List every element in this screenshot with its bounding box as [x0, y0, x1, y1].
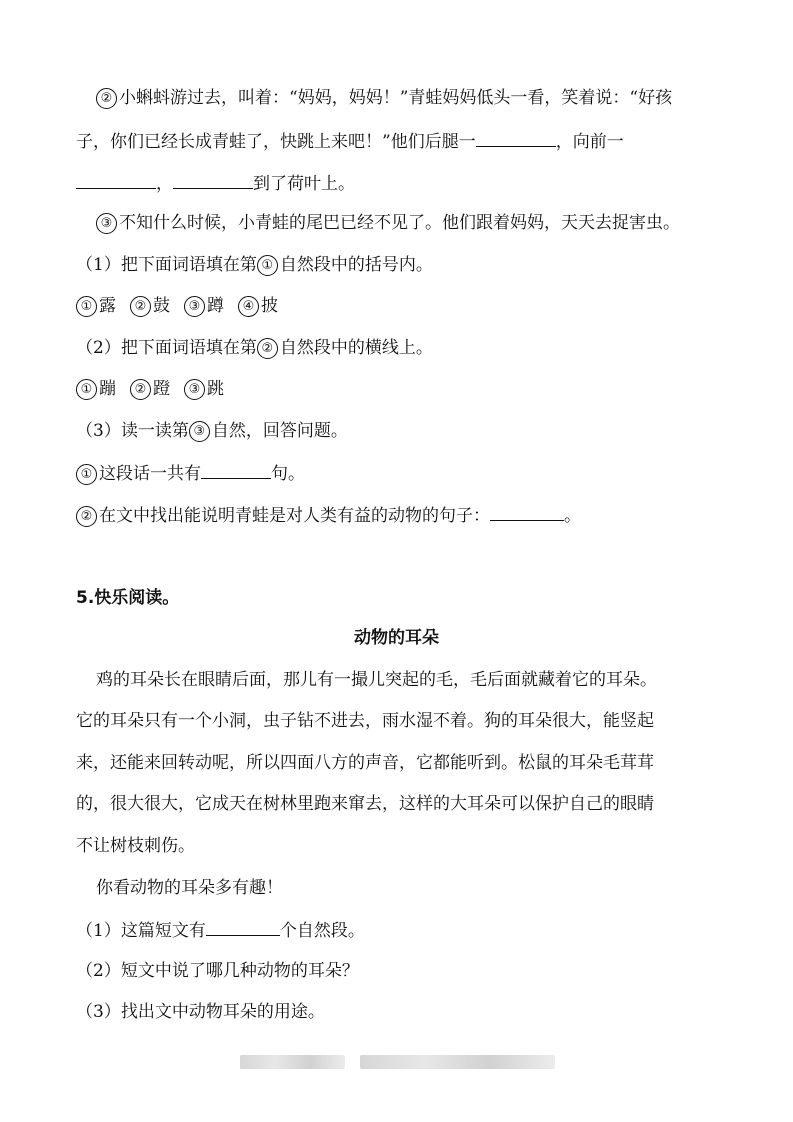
question-3-sub-2: ② 在文中找出能说明青蛙是对人类有益的动物的句子： 。 [76, 502, 733, 528]
passage-line: 的，很大很大，它成天在树林里跑来窜去，这样的大耳朵可以保护自己的眼睛 [76, 794, 654, 814]
fill-blank[interactable] [476, 128, 556, 147]
section5-question-2: （2）短文中说了哪几种动物的耳朵？ [76, 961, 359, 981]
option-item: ④ 披 [238, 294, 278, 318]
circled-number: ③ [189, 421, 210, 442]
paragraph-2-line-3: ， 到了荷叶上。 [76, 170, 733, 196]
circled-number: ② [257, 338, 278, 359]
question-3: （3）读一读第 ③ 自然，回答问题。 [76, 421, 348, 441]
question-2: （2）把下面词语填在第 ② 自然段中的横线上。 [76, 338, 433, 358]
fill-blank[interactable] [201, 460, 271, 479]
option-item: ③ 蹲 [184, 294, 224, 318]
circled-number: ③ [96, 213, 117, 234]
fill-blank[interactable] [76, 170, 156, 189]
circled-number: ① [257, 255, 278, 276]
question-2-options [76, 377, 733, 401]
fill-blank[interactable] [173, 170, 253, 189]
option-item: ① 蹦 [76, 377, 116, 401]
question-3-sub-1: ① 这段话一共有 句。 [76, 460, 733, 486]
passage-line: 鸡的耳朵长在眼睛后面，那儿有一撮儿突起的毛，毛后面就藏着它的耳朵。 [96, 670, 657, 690]
watermark-blur [360, 1055, 555, 1069]
paragraph-3: ③ 不知什么时候，小青蛙的尾巴已经不见了。他们跟着妈妈，天天去捉害虫。 [96, 211, 733, 235]
fill-blank[interactable] [206, 917, 280, 936]
question-1: （1）把下面词语填在第 ① 自然段中的括号内。 [76, 255, 433, 275]
paragraph-2-line-1: ② 小蝌蚪游过去，叫着：“妈妈，妈妈！”青蛙妈妈低头一看，笑着说：“好孩 [96, 86, 733, 110]
passage-line: 它的耳朵只有一个小洞，虫子钻不进去，雨水湿不着。狗的耳朵很大，能竖起 [76, 711, 654, 731]
passage-title: 动物的耳朵 [354, 628, 439, 648]
section5-question-3: （3）找出文中动物耳朵的用途。 [76, 1002, 325, 1022]
circled-number: ② [96, 88, 117, 109]
passage-closing: 你看动物的耳朵多有趣！ [96, 878, 283, 898]
passage-line: 不让树枝刺伤。 [76, 836, 195, 856]
option-item: ① 露 [76, 294, 116, 318]
option-item: ② 鼓 [130, 294, 170, 318]
passage-line: 来，还能来回转动呢，所以四面八方的声音，它都能听到。松鼠的耳朵毛茸茸 [76, 753, 654, 773]
section5-question-1: （1）这篇短文有 个自然段。 [76, 917, 733, 943]
section-heading: 5.快乐阅读。 [76, 588, 180, 608]
circled-number: ② [76, 506, 97, 527]
question-1-options [76, 294, 733, 318]
circled-number: ① [76, 464, 97, 485]
fill-blank[interactable] [490, 502, 564, 521]
option-item: ③ 跳 [184, 377, 224, 401]
paragraph-2-line-2: 子，你们已经长成青蛙了，快跳上来吧！”他们后腿一 ，向前一 [76, 128, 733, 154]
option-item: ② 蹬 [130, 377, 170, 401]
watermark-blur [240, 1055, 345, 1069]
